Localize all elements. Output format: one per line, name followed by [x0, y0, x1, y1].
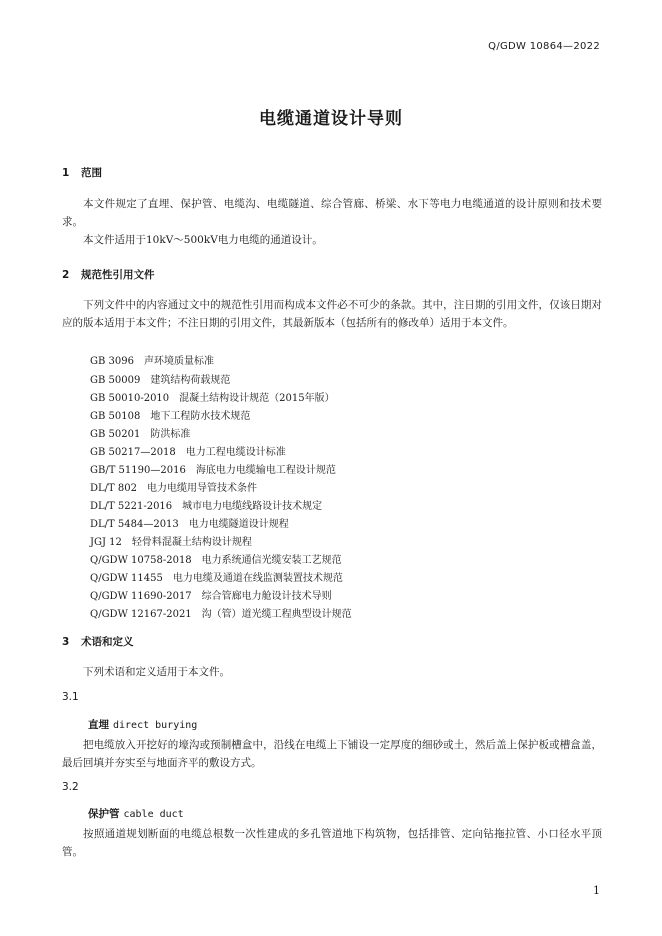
section-title: 规范性引用文件 — [81, 269, 155, 281]
section-3-paragraph-1: 下列术语和定义适用于本文件。 — [83, 666, 230, 678]
term-english: direct burying — [113, 720, 198, 731]
term-chinese: 保护管 — [88, 808, 120, 820]
term-definition: 按照通道规划断面的电缆总根数一次性建成的多孔管道地下构筑物，包括排管、定向钻拖拉管、小口径水平顶管。 — [62, 828, 602, 858]
section-title: 范围 — [81, 167, 102, 179]
reference-item: DL/T 5484—2013 电力电缆隧道设计规程 — [90, 519, 289, 530]
reference-item: GB 50201 防洪标准 — [90, 429, 191, 440]
document-code: Q/GDW 10864—2022 — [488, 41, 600, 52]
reference-item: Q/GDW 10758-2018 电力系统通信光缆安装工艺规范 — [90, 555, 342, 566]
term-number: 3.2 — [62, 781, 79, 793]
reference-item: Q/GDW 11690-2017 综合管廊电力舱设计技术导则 — [90, 591, 332, 602]
section-title: 术语和定义 — [81, 636, 134, 648]
page-number: 1 — [593, 884, 600, 897]
reference-item: Q/GDW 11455 电力电缆及通道在线监测装置技术规范 — [90, 573, 343, 584]
section-number: 1 — [62, 167, 70, 179]
section-1-paragraph-1: 本文件规定了直埋、保护管、电缆沟、电缆隧道、综合管廊、桥梁、水下等电力电缆通道的设计原则和技术要求。 — [62, 198, 602, 228]
reference-item: GB 3096 声环境质量标准 — [90, 356, 214, 367]
term-definition: 把电缆放入开挖好的壕沟或预制槽盒中，沿线在电缆上下铺设一定厚度的细砂或土，然后盖上保护板或槽盒盖，最后回填并夯实至与地面齐平的敷设方式。 — [62, 739, 602, 769]
reference-item: Q/GDW 12167-2021 沟（管）道光缆工程典型设计规范 — [90, 609, 352, 620]
section-number: 2 — [62, 269, 70, 281]
section-1-heading — [62, 165, 102, 180]
term-number: 3.1 — [62, 691, 79, 703]
reference-item: DL/T 802 电力电缆用导管技术条件 — [90, 483, 257, 494]
term-english: cable duct — [123, 809, 184, 820]
section-3-heading — [62, 634, 134, 649]
reference-item: GB 50108 地下工程防水技术规范 — [90, 411, 251, 422]
section-2-heading — [62, 267, 155, 282]
term-heading — [88, 717, 197, 732]
section-number: 3 — [62, 636, 70, 648]
reference-item: GB/T 51190—2016 海底电力电缆输电工程设计规范 — [90, 465, 336, 476]
term-heading — [88, 806, 184, 821]
reference-item: GB 50217—2018 电力工程电缆设计标准 — [90, 447, 286, 458]
section-2-paragraph-1: 下列文件中的内容通过文中的规范性引用而构成本文件必不可少的条款。其中，注日期的引用文件，仅该日期对应的版本适用于本文件；不注日期的引用文件，其最新版本（包括所有的修改单）适用于本文件。 — [62, 299, 602, 329]
reference-item: GB 50010-2010 混凝土结构设计规范（2015年版） — [90, 393, 335, 404]
reference-item: GB 50009 建筑结构荷载规范 — [90, 375, 231, 386]
term-chinese: 直埋 — [88, 719, 109, 731]
reference-item: DL/T 5221-2016 城市电力电缆线路设计技术规定 — [90, 501, 323, 512]
section-1-paragraph-2: 本文件适用于10kV～500kV电力电缆的通道设计。 — [83, 234, 323, 246]
reference-item: JGJ 12 轻骨料混凝土结构设计规程 — [90, 537, 252, 548]
document-title: 电缆通道设计导则 — [259, 109, 403, 129]
